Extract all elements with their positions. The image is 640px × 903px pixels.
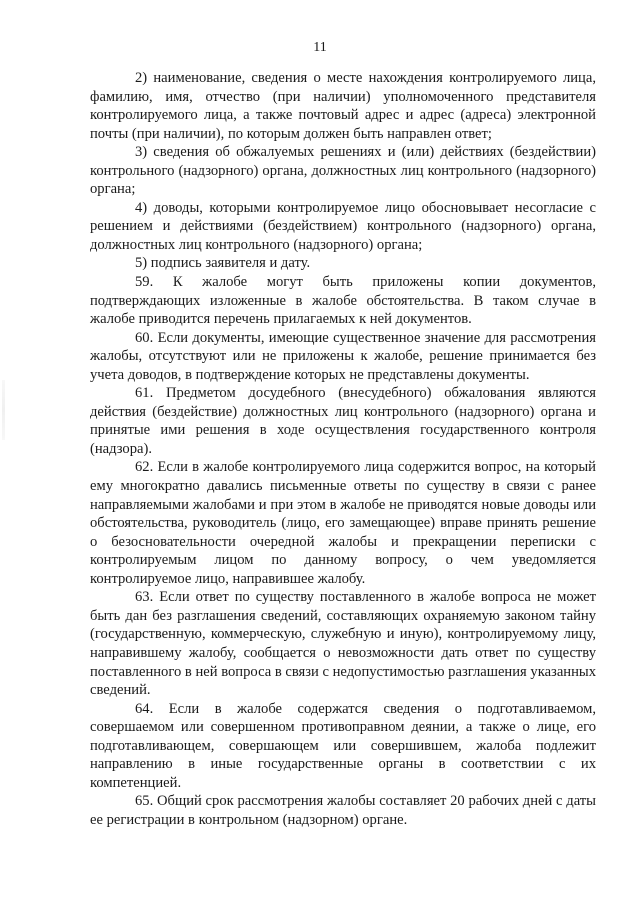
- paragraph-59: 59. К жалобе могут быть приложены копии документов, подтверждающих изложенные в жалобе обстоятельства. В таком случае в жалобе приводится перечень прилагаемых к ней документов.: [90, 274, 596, 328]
- paragraph-65: 65. Общий срок рассмотрения жалобы составляет 20 рабочих дней с даты ее регистрации в контрольном (надзорном) органе.: [90, 793, 596, 828]
- paragraph-64: 64. Если в жалобе содержатся сведения о подготавливаемом, совершаемом или совершенном противоправном деянии, а также о лице, его подготавливающем, совершающем или совершившем, жалоба подлежит направлению в иные государственные органы в соответствии с их компетенцией.: [90, 700, 596, 791]
- paragraph-item-5: 5) подпись заявителя и дату.: [135, 255, 311, 272]
- paragraph-60: 60. Если документы, имеющие существенное значение для рассмотрения жалобы, отсутствуют или не приложены к жалобе, решение принимается без учета доводов, в подтверждение которых не представлены документы.: [90, 329, 596, 383]
- paragraph-item-2: 2) наименование, сведения о месте нахождения контролируемого лица, фамилию, имя, отчество (при наличии) уполномоченного представителя контролируемого лица, а также почтовый адрес и адрес (адреса) электронной почты (при наличии), по которым должен быть направлен ответ;: [90, 70, 596, 142]
- paragraph-61: 61. Предметом досудебного (внесудебного) обжалования являются действия (бездействие) должностных лиц контрольного (надзорного) органа и принятые ими решения в ходе осуществления государственного контроля (надзора).: [90, 385, 596, 457]
- document-body: [90, 69, 596, 829]
- paragraph-item-3: 3) сведения об обжалуемых решениях и (или) действиях (бездействии) контрольного (надзорного) органа, должностных лиц контрольного (надзорного) органа;: [90, 144, 596, 198]
- page-number: 11: [313, 40, 327, 55]
- paragraph-63: 63. Если ответ по существу поставленного в жалобе вопроса не может быть дан без разглашения сведений, составляющих охраняемую законом тайну (государственную, коммерческую, служебную и иную), контролируемому лицу, направившему жалобу, сообщается о невозможности дать ответ по существу поставленного в ней вопроса в связи с недопустимостью разглашения указанных сведений.: [90, 589, 597, 699]
- paragraph-item-4: 4) доводы, которыми контролируемое лицо обосновывает несогласие с решением и действиями (бездействием) контрольного (надзорного) органа, должностных лиц контрольного (надзорного) органа;: [90, 199, 596, 253]
- paragraph-62: 62. Если в жалобе контролируемого лица содержится вопрос, на который ему многократно давались письменные ответы по существу в связи с ранее направляемыми жалобами и при этом в жалобе не приводятся новые доводы или обстоятельства, руководитель (лицо, его замещающее) вправе принять решение о безосновательности очередной жалобы и прекращении переписки с контролируемым лицом по данному вопросу, о чем уведомляется контролируемое лицо, направившее жалобу.: [90, 459, 596, 587]
- scan-artifact: [2, 380, 5, 440]
